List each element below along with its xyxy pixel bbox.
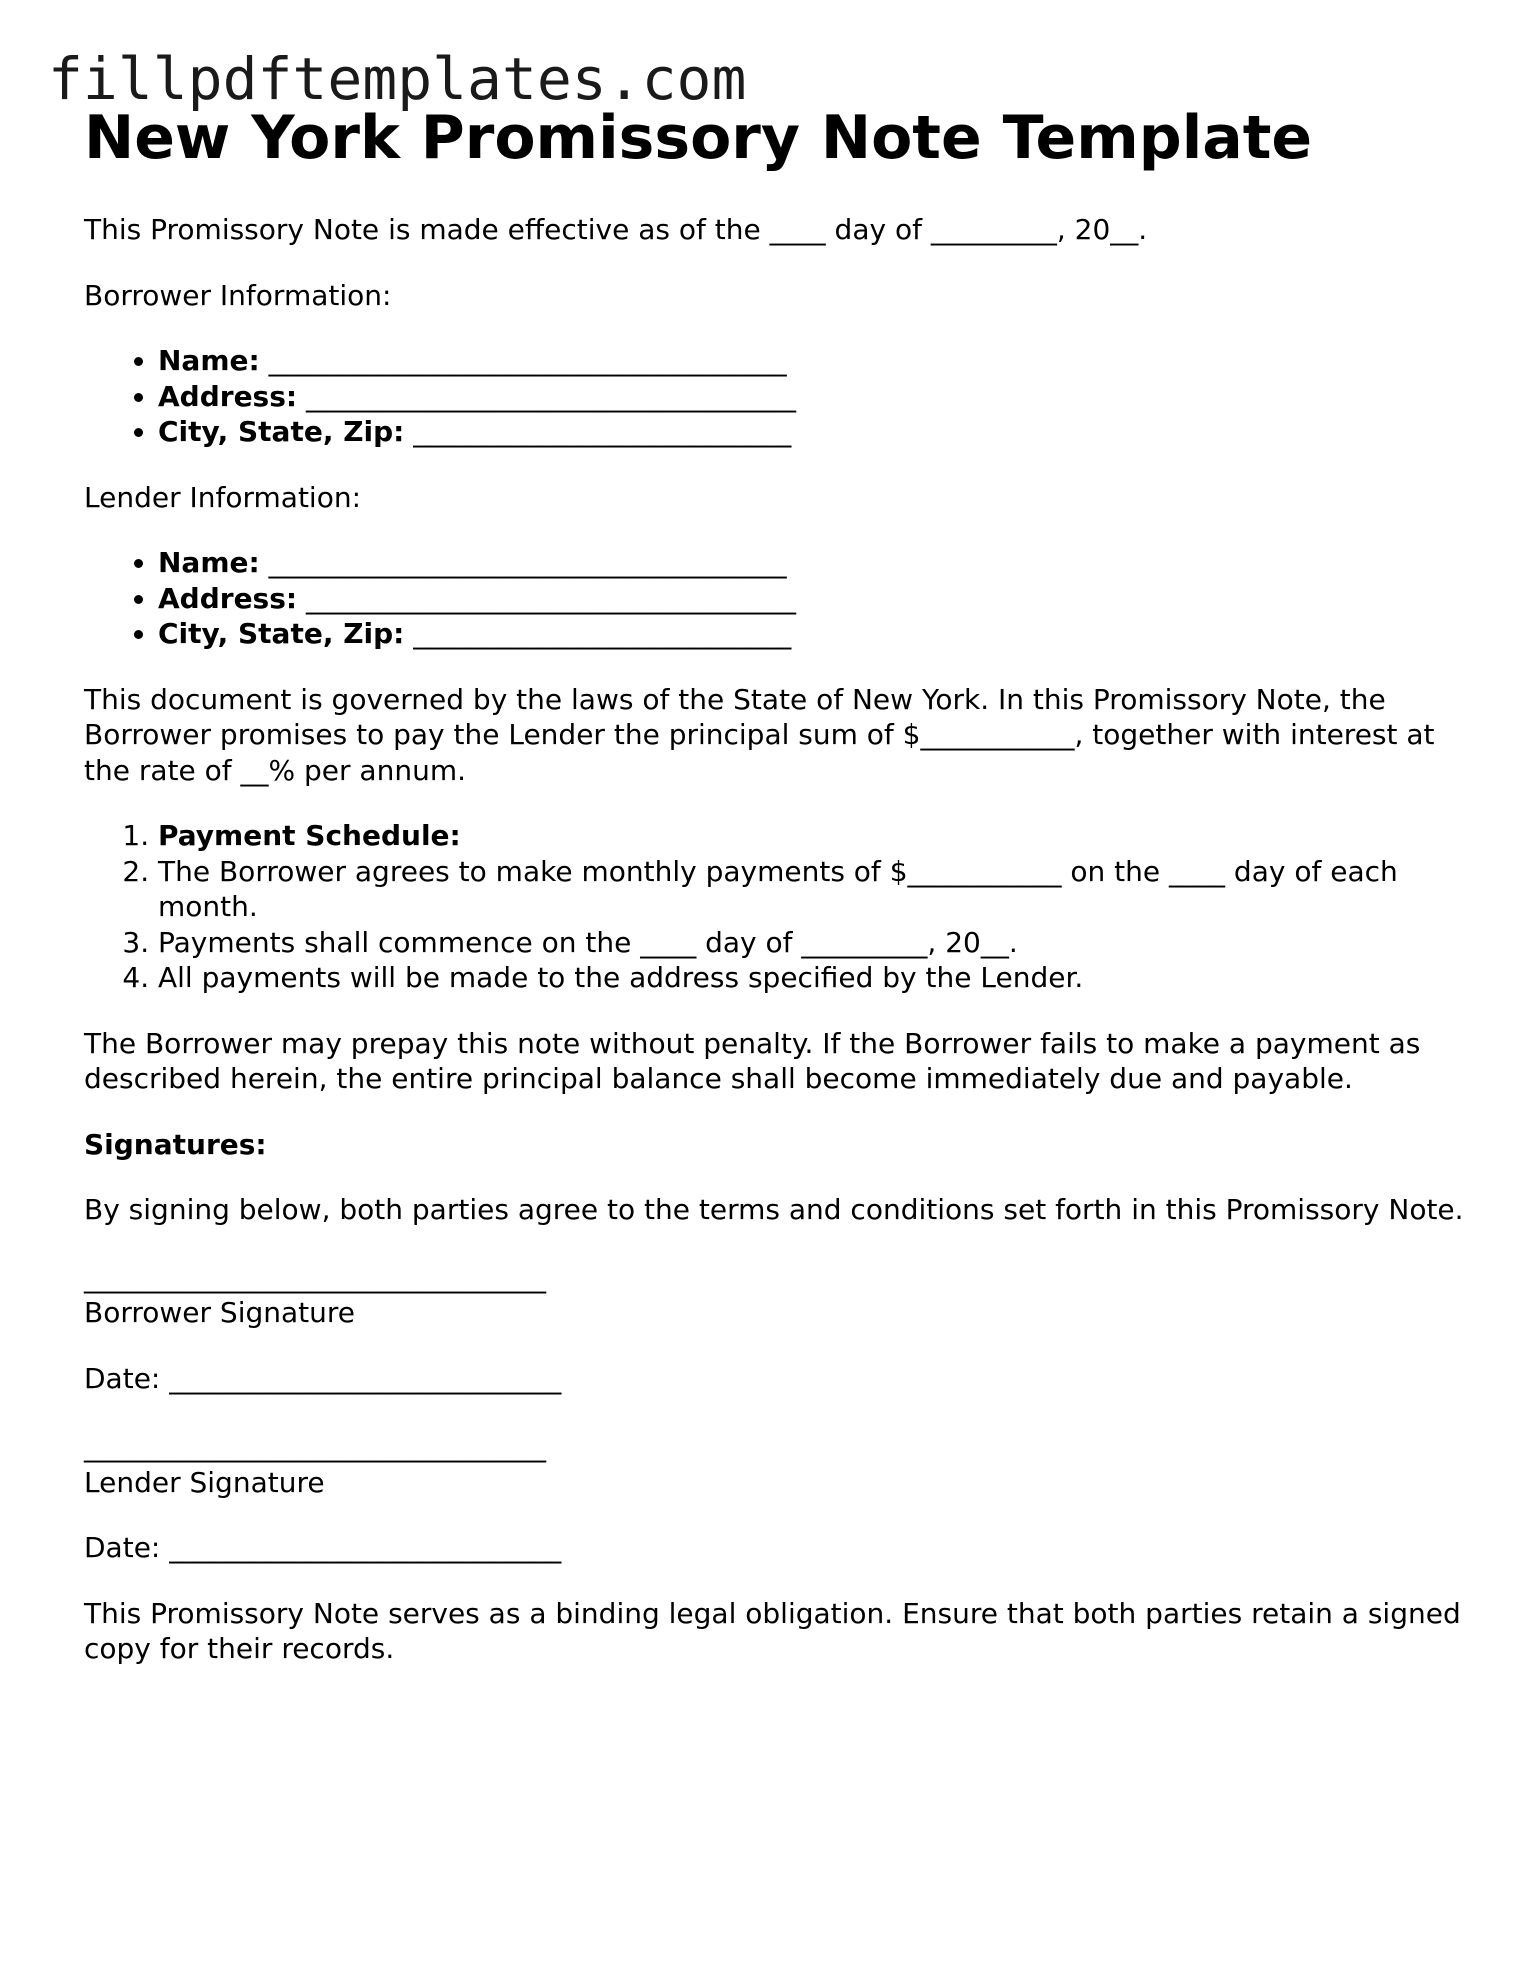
list-item: 3. Payments shall commence on the ____ day of _________, 20__.: [158, 925, 1464, 961]
payment-schedule-list: [84, 818, 1464, 996]
lender-info-heading: Lender Information:: [84, 480, 362, 514]
field-label: Address:: [158, 379, 298, 413]
lender-name-field[interactable]: _____________________________________: [268, 546, 787, 579]
field-label: Address:: [158, 581, 298, 615]
borrower-name-field[interactable]: _____________________________________: [268, 344, 787, 377]
closing-paragraph: This Promissory Note serves as a binding legal obligation. Ensure that both parties retain a signed copy for their records.: [84, 1596, 1461, 1665]
signatures-consent: By signing below, both parties agree to the terms and conditions set forth in this Promissory Note.: [84, 1193, 1464, 1226]
field-label: Name:: [158, 546, 260, 579]
list-item: 2. The Borrower agrees to make monthly payments of $___________ on the ____ day of each month.: [158, 854, 1464, 925]
lender-signature-label: Lender Signature: [84, 1465, 325, 1499]
prepayment-paragraph: The Borrower may prepay this note without penalty. If the Borrower fails to make a payment as described herein, the entire principal balance shall become immediately due and payable.: [84, 1026, 1421, 1095]
document-body: [84, 212, 1464, 1667]
governing-law-paragraph: This document is governed by the laws of the State of New York. In this Promissory Note, the Borrower promises to pay the Lender the principal sum of $___________, together with interest at the rate of __% per annum.: [84, 682, 1435, 787]
borrower-name-item: [158, 343, 1464, 379]
lender-date-field[interactable]: ____________________________: [169, 1531, 562, 1564]
lender-city-item: [158, 616, 1464, 652]
lender-name-item: [158, 545, 1464, 581]
effective-date-statement: This Promissory Note is made effective as of the ____ day of _________, 20__.: [84, 213, 1148, 246]
lender-city-field[interactable]: ___________________________: [413, 617, 792, 650]
signatures-heading: Signatures:: [84, 1127, 267, 1161]
borrower-date-field[interactable]: ____________________________: [169, 1361, 562, 1395]
lender-signature-block: [84, 1429, 1464, 1566]
page-title: New York Promissory Note Template: [84, 103, 1313, 173]
lender-info-list: [84, 545, 1464, 652]
date-label: Date:: [84, 1531, 161, 1564]
list-item: 4. All payments will be made to the address specified by the Lender.: [158, 960, 1464, 996]
date-label: Date:: [84, 1361, 161, 1395]
borrower-address-field[interactable]: ___________________________________: [306, 379, 796, 413]
document-page: [84, 100, 1464, 1667]
payment-schedule-heading: Payment Schedule:: [158, 819, 461, 852]
borrower-signature-line[interactable]: _________________________________: [84, 1260, 546, 1294]
field-label: Name:: [158, 344, 260, 377]
list-item: [158, 818, 1464, 854]
borrower-address-item: [158, 379, 1464, 415]
borrower-date-row: [84, 1361, 1464, 1397]
lender-address-item: [158, 581, 1464, 617]
lender-signature-line[interactable]: _________________________________: [84, 1430, 546, 1463]
lender-date-row: [84, 1530, 1464, 1566]
borrower-city-item: [158, 414, 1464, 450]
borrower-info-heading: Borrower Information:: [84, 278, 392, 312]
borrower-city-field[interactable]: ___________________________: [413, 415, 792, 448]
borrower-signature-label: Borrower Signature: [84, 1296, 356, 1329]
lender-address-field[interactable]: ___________________________________: [306, 581, 796, 615]
borrower-info-list: [84, 343, 1464, 450]
borrower-signature-block: [84, 1260, 1464, 1397]
site-watermark: fillpdftemplates.com: [48, 45, 747, 113]
field-label: City, State, Zip:: [158, 415, 405, 448]
field-label: City, State, Zip:: [158, 617, 405, 650]
